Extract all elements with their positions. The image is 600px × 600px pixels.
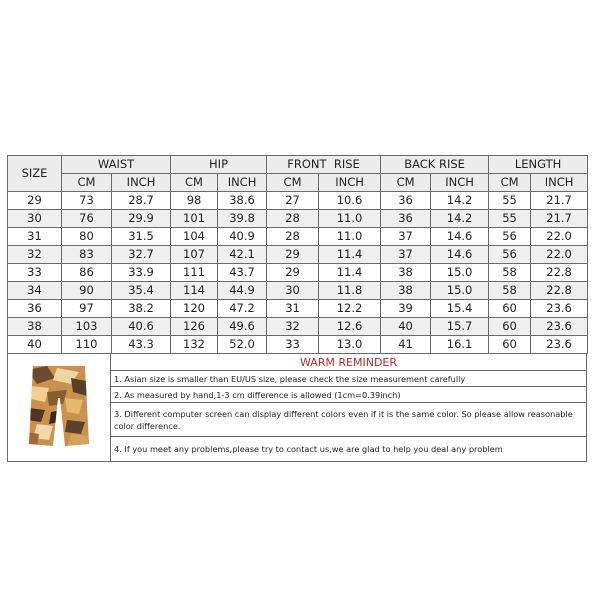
table-row: [8, 246, 588, 264]
measurement-cell: 33: [267, 336, 319, 354]
measurement-cell: 21.7: [531, 192, 588, 210]
measurement-cell: 83: [62, 246, 112, 264]
unit-header: CM: [489, 174, 531, 192]
reminder-item: 3. Different computer screen can display different colors even if it is the same color. So please allow reasonable color difference.: [111, 403, 587, 437]
measurement-cell: 43.3: [112, 336, 171, 354]
length-header: LENGTH: [489, 156, 588, 174]
measurement-cell: 60: [489, 318, 531, 336]
size-cell: 33: [8, 264, 62, 282]
unit-header: CM: [381, 174, 431, 192]
size-cell: 34: [8, 282, 62, 300]
measurement-cell: 73: [62, 192, 112, 210]
measurement-cell: 97: [62, 300, 112, 318]
measurement-cell: 111: [171, 264, 218, 282]
measurement-cell: 49.6: [218, 318, 267, 336]
measurement-cell: 22.8: [531, 264, 588, 282]
measurement-cell: 15.0: [431, 282, 489, 300]
unit-header: CM: [267, 174, 319, 192]
measurement-cell: 23.6: [531, 318, 588, 336]
table-row: [8, 282, 588, 300]
reminder-item: 1. Asian size is smaller than EU/US size, please check the size measurement carefully: [111, 371, 587, 387]
table-row: [8, 300, 588, 318]
measurement-cell: 11.4: [319, 264, 381, 282]
measurement-cell: 58: [489, 282, 531, 300]
header-row-groups: [8, 156, 588, 174]
measurement-cell: 101: [171, 210, 218, 228]
size-cell: 29: [8, 192, 62, 210]
measurement-cell: 29: [267, 246, 319, 264]
measurement-cell: 14.6: [431, 246, 489, 264]
measurement-cell: 80: [62, 228, 112, 246]
size-chart-table: [7, 155, 588, 354]
waist-header: WAIST: [62, 156, 171, 174]
measurement-cell: 22.0: [531, 246, 588, 264]
warm-reminder-title: WARM REMINDER: [111, 354, 587, 371]
unit-header: INCH: [431, 174, 489, 192]
measurement-cell: 38.2: [112, 300, 171, 318]
measurement-cell: 38: [381, 282, 431, 300]
measurement-cell: 114: [171, 282, 218, 300]
camo-shorts-image: [27, 364, 91, 450]
size-cell: 32: [8, 246, 62, 264]
measurement-cell: 76: [62, 210, 112, 228]
unit-header: INCH: [319, 174, 381, 192]
measurement-cell: 36: [381, 210, 431, 228]
measurement-cell: 36: [381, 192, 431, 210]
reminder-item: 2. As measured by hand,1-3 cm difference is allowed (1cm=0.39inch): [111, 387, 587, 403]
measurement-cell: 32.7: [112, 246, 171, 264]
measurement-cell: 43.7: [218, 264, 267, 282]
unit-header: INCH: [531, 174, 588, 192]
reminder-item: 4. If you meet any problems,please try to contact us,we are glad to help you deal any problem: [111, 437, 587, 462]
measurement-cell: 41: [381, 336, 431, 354]
table-row: [8, 228, 588, 246]
measurement-cell: 103: [62, 318, 112, 336]
unit-header: CM: [171, 174, 218, 192]
measurement-cell: 32: [267, 318, 319, 336]
size-cell: 36: [8, 300, 62, 318]
measurement-cell: 14.2: [431, 210, 489, 228]
measurement-cell: 31.5: [112, 228, 171, 246]
measurement-cell: 39.8: [218, 210, 267, 228]
measurement-cell: 37: [381, 228, 431, 246]
measurement-cell: 28: [267, 210, 319, 228]
measurement-cell: 132: [171, 336, 218, 354]
back-rise-header: BACK RISE: [381, 156, 489, 174]
measurement-cell: 11.0: [319, 228, 381, 246]
size-chart-body: [8, 192, 588, 354]
measurement-cell: 42.1: [218, 246, 267, 264]
measurement-cell: 22.0: [531, 228, 588, 246]
measurement-cell: 56: [489, 246, 531, 264]
unit-header: CM: [62, 174, 112, 192]
measurement-cell: 40: [381, 318, 431, 336]
table-row: [8, 336, 588, 354]
measurement-cell: 11.4: [319, 246, 381, 264]
measurement-cell: 14.6: [431, 228, 489, 246]
size-cell: 31: [8, 228, 62, 246]
table-row: [8, 210, 588, 228]
measurement-cell: 16.1: [431, 336, 489, 354]
measurement-cell: 60: [489, 336, 531, 354]
product-image-cell: [8, 354, 111, 462]
warm-reminder-table: [7, 353, 587, 462]
measurement-cell: 15.7: [431, 318, 489, 336]
measurement-cell: 90: [62, 282, 112, 300]
measurement-cell: 104: [171, 228, 218, 246]
measurement-cell: 15.0: [431, 264, 489, 282]
measurement-cell: 120: [171, 300, 218, 318]
measurement-cell: 29: [267, 264, 319, 282]
measurement-cell: 12.6: [319, 318, 381, 336]
measurement-cell: 40.6: [112, 318, 171, 336]
size-cell: 40: [8, 336, 62, 354]
measurement-cell: 11.8: [319, 282, 381, 300]
measurement-cell: 14.2: [431, 192, 489, 210]
size-chart-container: [7, 155, 587, 462]
measurement-cell: 15.4: [431, 300, 489, 318]
measurement-cell: 58: [489, 264, 531, 282]
table-row: [8, 264, 588, 282]
front-rise-header: FRONT RISE: [267, 156, 381, 174]
measurement-cell: 28.7: [112, 192, 171, 210]
measurement-cell: 110: [62, 336, 112, 354]
size-header: SIZE: [8, 156, 62, 192]
size-cell: 30: [8, 210, 62, 228]
measurement-cell: 11.0: [319, 210, 381, 228]
measurement-cell: 39: [381, 300, 431, 318]
measurement-cell: 23.6: [531, 300, 588, 318]
measurement-cell: 126: [171, 318, 218, 336]
measurement-cell: 31: [267, 300, 319, 318]
measurement-cell: 29.9: [112, 210, 171, 228]
measurement-cell: 55: [489, 192, 531, 210]
measurement-cell: 52.0: [218, 336, 267, 354]
header-row-units: [8, 174, 588, 192]
measurement-cell: 40.9: [218, 228, 267, 246]
measurement-cell: 55: [489, 210, 531, 228]
unit-header: INCH: [112, 174, 171, 192]
measurement-cell: 38: [381, 264, 431, 282]
measurement-cell: 37: [381, 246, 431, 264]
measurement-cell: 13.0: [319, 336, 381, 354]
measurement-cell: 23.6: [531, 336, 588, 354]
measurement-cell: 98: [171, 192, 218, 210]
measurement-cell: 107: [171, 246, 218, 264]
measurement-cell: 27: [267, 192, 319, 210]
measurement-cell: 47.2: [218, 300, 267, 318]
measurement-cell: 38.6: [218, 192, 267, 210]
size-cell: 38: [8, 318, 62, 336]
unit-header: INCH: [218, 174, 267, 192]
measurement-cell: 21.7: [531, 210, 588, 228]
measurement-cell: 56: [489, 228, 531, 246]
measurement-cell: 30: [267, 282, 319, 300]
hip-header: HIP: [171, 156, 267, 174]
measurement-cell: 35.4: [112, 282, 171, 300]
measurement-cell: 86: [62, 264, 112, 282]
table-row: [8, 192, 588, 210]
table-row: [8, 318, 588, 336]
measurement-cell: 44.9: [218, 282, 267, 300]
measurement-cell: 10.6: [319, 192, 381, 210]
measurement-cell: 12.2: [319, 300, 381, 318]
measurement-cell: 33.9: [112, 264, 171, 282]
measurement-cell: 22.8: [531, 282, 588, 300]
measurement-cell: 60: [489, 300, 531, 318]
measurement-cell: 28: [267, 228, 319, 246]
